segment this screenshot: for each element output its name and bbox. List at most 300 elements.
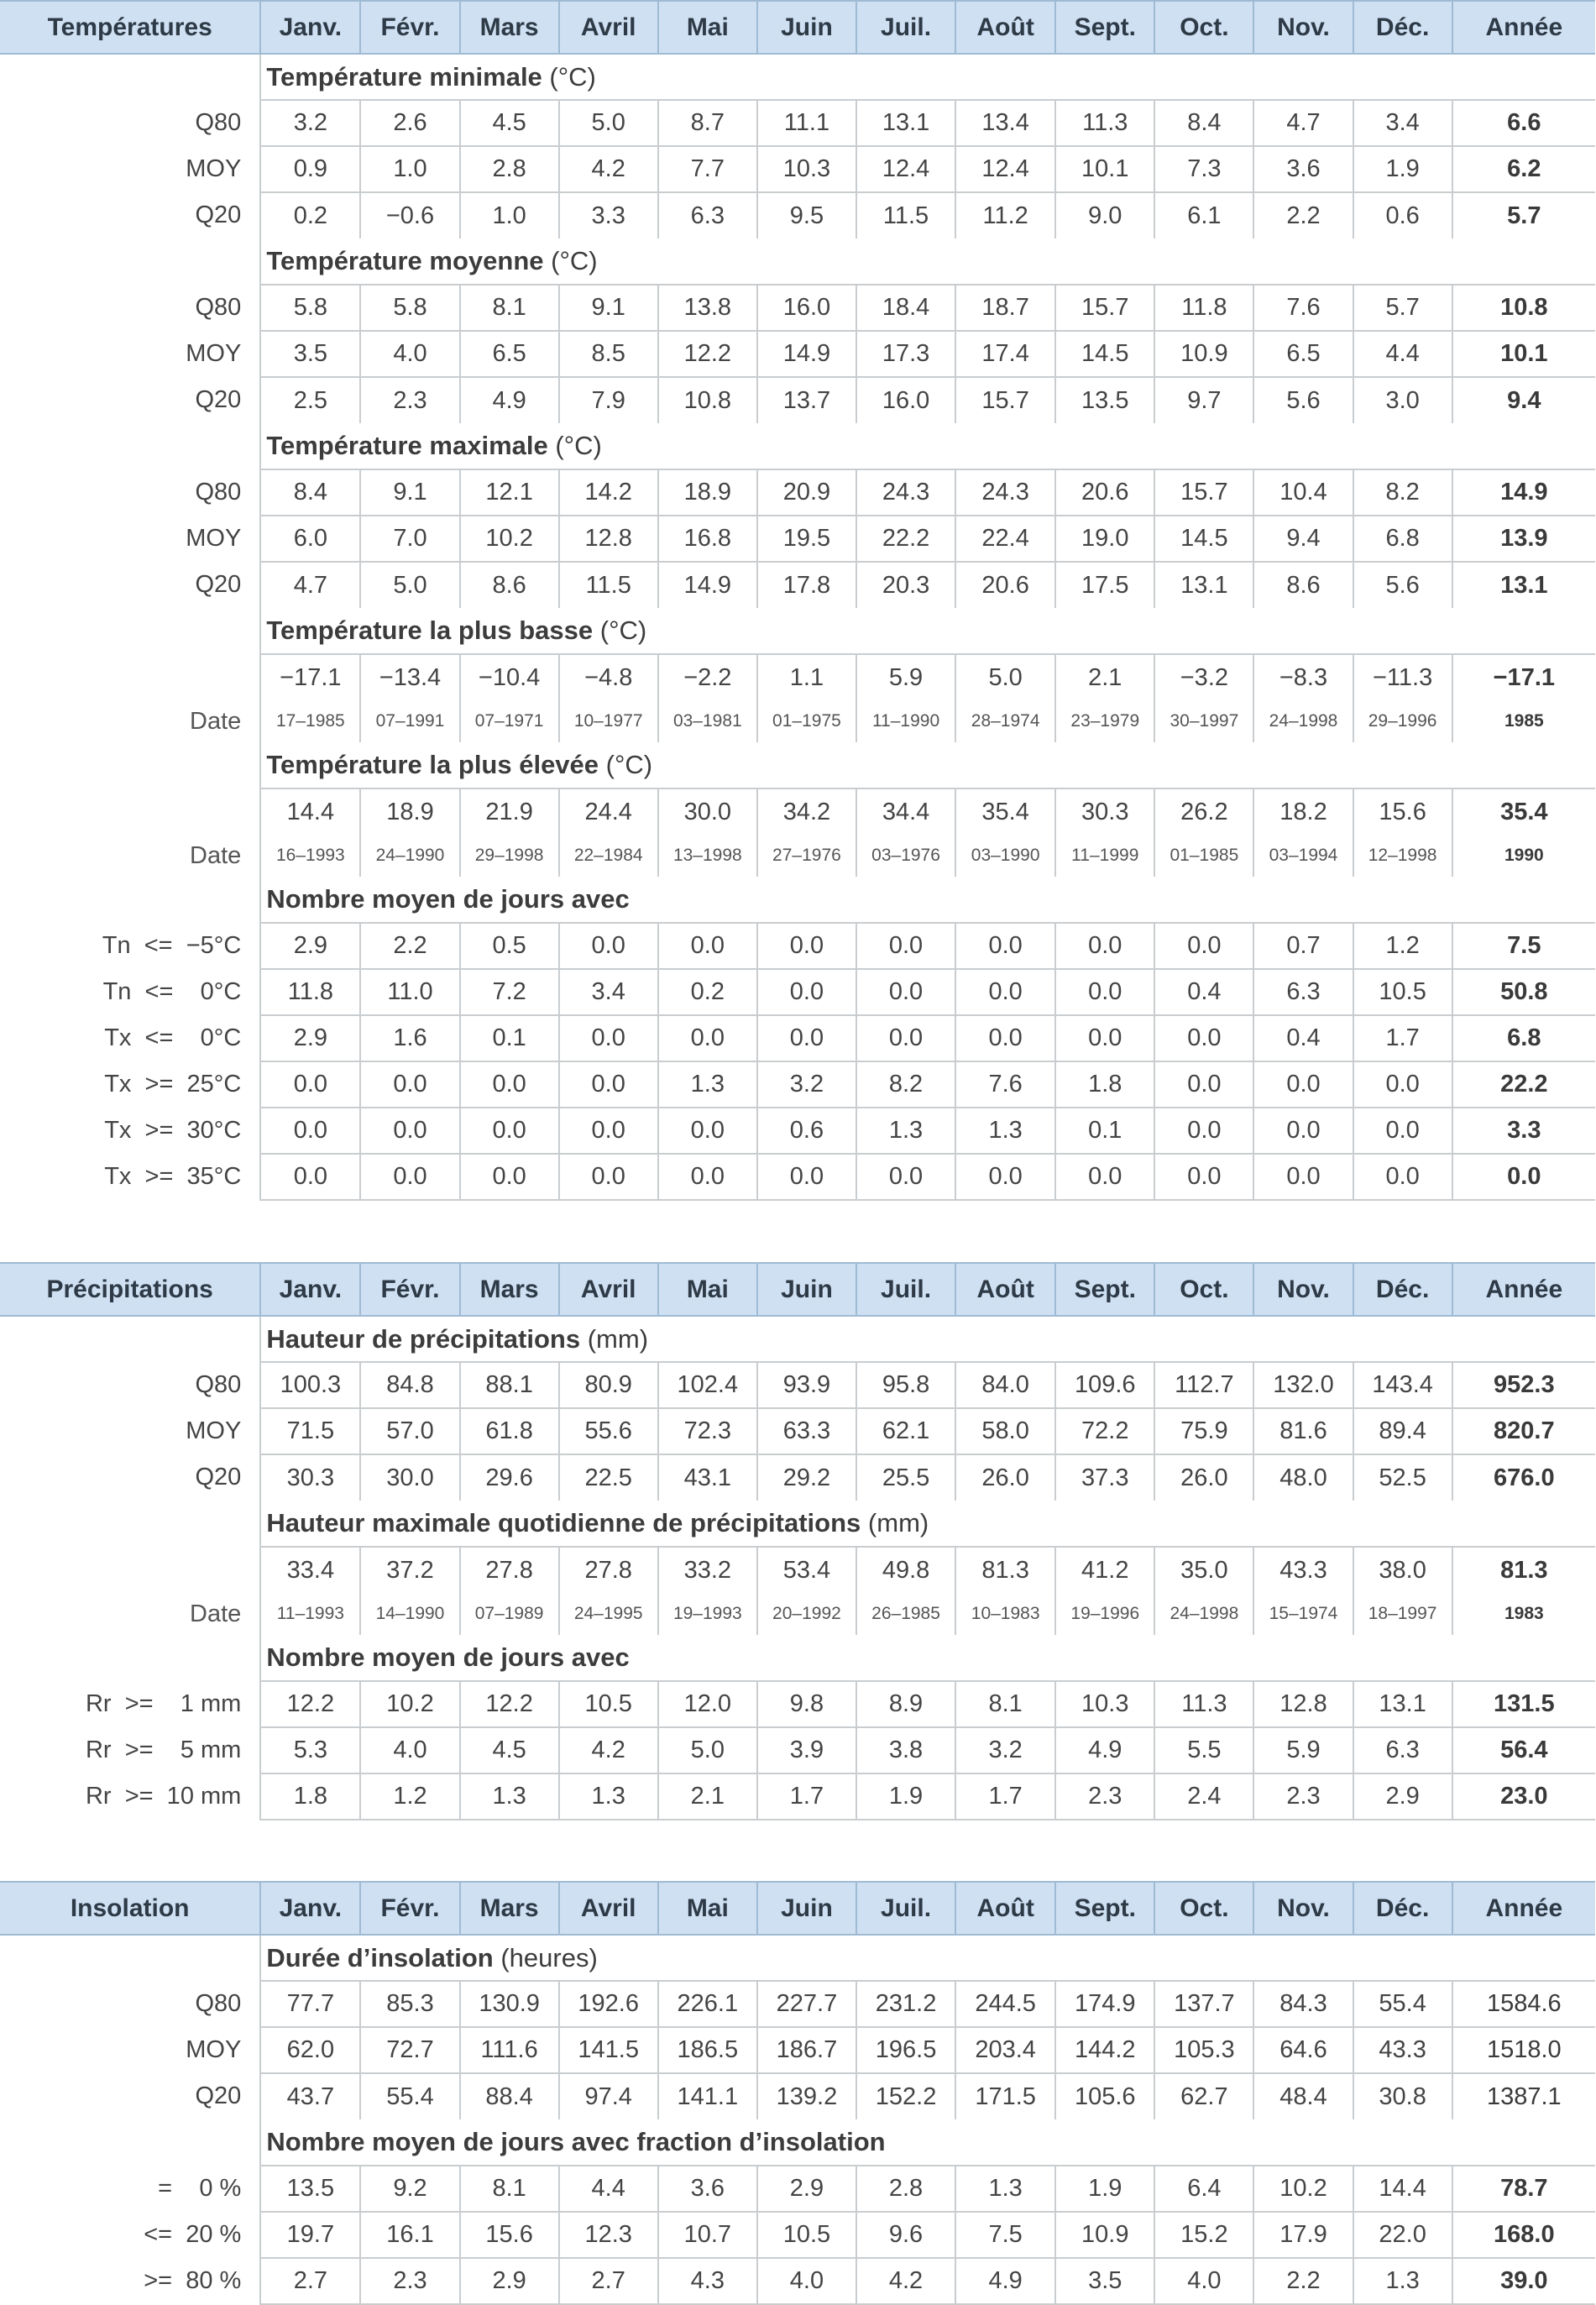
value-cell-jul: 17.3 — [856, 331, 955, 377]
section-title — [260, 423, 1595, 469]
value-cell-may: 2.1 — [658, 1773, 757, 1820]
section-spacer — [0, 2119, 260, 2166]
year-value-cell: 1990 — [1452, 835, 1595, 877]
value-cell-sep: 10.1 — [1055, 146, 1154, 192]
month-header-jun: Juin — [757, 1263, 856, 1316]
value-cell-nov: 03–1994 — [1253, 835, 1353, 877]
year-value-cell: 5.7 — [1452, 192, 1595, 238]
value-cell-jul: 25.5 — [856, 1454, 955, 1501]
value-cell-may: −2.2 — [658, 654, 757, 700]
value-cell-aug: 17.4 — [955, 331, 1055, 377]
value-cell-feb: 0.0 — [360, 1108, 459, 1154]
data-row — [0, 654, 1595, 700]
value-cell-aug: 7.5 — [955, 2212, 1055, 2258]
value-cell-sep: 2.1 — [1055, 654, 1154, 700]
value-cell-nov: 81.6 — [1253, 1408, 1353, 1454]
value-cell-feb: 84.8 — [360, 1362, 459, 1408]
section-title — [260, 1935, 1595, 1981]
value-cell-jun: 139.2 — [757, 2073, 856, 2119]
row-label: Tn <= 0°C — [102, 978, 242, 1005]
value-cell-apr: 4.4 — [559, 2166, 658, 2212]
value-cell-apr: 22–1984 — [559, 835, 658, 877]
section-title — [260, 238, 1595, 285]
value-cell-may: 6.3 — [658, 192, 757, 238]
value-cell-dec: 0.6 — [1353, 192, 1452, 238]
year-value-cell: 81.3 — [1452, 1547, 1595, 1593]
value-cell-jan: 13.5 — [260, 2166, 360, 2212]
month-header-aug: Août — [955, 1882, 1055, 1935]
value-cell-may: 12.2 — [658, 331, 757, 377]
month-header-jan: Janv. — [260, 1263, 360, 1316]
value-cell-nov: 8.6 — [1253, 562, 1353, 608]
month-header-jul: Juil. — [856, 1, 955, 54]
value-cell-jul: 26–1985 — [856, 1593, 955, 1635]
value-cell-may: 0.0 — [658, 923, 757, 969]
value-cell-nov: 18.2 — [1253, 788, 1353, 835]
value-cell-jan: 3.2 — [260, 100, 360, 146]
value-cell-apr: 4.2 — [559, 146, 658, 192]
value-cell-mar: 88.4 — [460, 2073, 559, 2119]
value-cell-nov: 0.0 — [1253, 1061, 1353, 1108]
value-cell-jul: 03–1976 — [856, 835, 955, 877]
value-cell-feb: 1.0 — [360, 146, 459, 192]
value-cell-sep: 41.2 — [1055, 1547, 1154, 1593]
row-label: Rr >= 5 mm — [85, 1737, 242, 1763]
value-cell-aug: 28–1974 — [955, 700, 1055, 742]
value-cell-jul: 196.5 — [856, 2027, 955, 2073]
section-title-text: Température la plus élevée — [266, 750, 599, 779]
value-cell-jun: 10.3 — [757, 146, 856, 192]
value-cell-jun: 01–1975 — [757, 700, 856, 742]
month-header-nov: Nov. — [1253, 1882, 1353, 1935]
data-row — [0, 469, 1595, 516]
value-cell-aug: 20.6 — [955, 562, 1055, 608]
value-cell-feb: 4.0 — [360, 331, 459, 377]
value-cell-jun: 4.0 — [757, 2258, 856, 2304]
data-row — [0, 2258, 1595, 2304]
month-header-mar: Mars — [460, 1, 559, 54]
month-header-dec: Déc. — [1353, 1882, 1452, 1935]
value-cell-aug: 10–1983 — [955, 1593, 1055, 1635]
value-cell-nov: 6.5 — [1253, 331, 1353, 377]
value-cell-jan: 4.7 — [260, 562, 360, 608]
value-cell-may: 3.6 — [658, 2166, 757, 2212]
value-cell-sep: 17.5 — [1055, 562, 1154, 608]
table-category-header: Insolation — [0, 1882, 260, 1935]
row-label: MOY — [186, 340, 242, 367]
value-cell-jan: 2.5 — [260, 377, 360, 423]
value-cell-mar: 1.0 — [460, 192, 559, 238]
data-row — [0, 192, 1595, 238]
value-cell-jan: 14.4 — [260, 788, 360, 835]
value-cell-oct: 62.7 — [1154, 2073, 1253, 2119]
value-cell-may: 13.8 — [658, 285, 757, 331]
value-cell-feb: 72.7 — [360, 2027, 459, 2073]
section-title-text: Nombre moyen de jours avec fraction d’insolation — [266, 2127, 886, 2156]
section-unit: (heures) — [500, 1942, 598, 1972]
value-cell-sep: 14.5 — [1055, 331, 1154, 377]
value-cell-oct: 0.4 — [1154, 969, 1253, 1015]
section-unit: (°C) — [599, 616, 647, 645]
value-cell-jan: 100.3 — [260, 1362, 360, 1408]
section-title — [260, 608, 1595, 654]
value-cell-jun: 3.9 — [757, 1727, 856, 1773]
data-row — [0, 1981, 1595, 2027]
value-cell-aug: 203.4 — [955, 2027, 1055, 2073]
value-cell-jun: 29.2 — [757, 1454, 856, 1501]
value-cell-apr: 97.4 — [559, 2073, 658, 2119]
value-cell-jun: 10.5 — [757, 2212, 856, 2258]
data-row — [0, 1154, 1595, 1200]
value-cell-dec: 30.8 — [1353, 2073, 1452, 2119]
value-cell-jun: 9.5 — [757, 192, 856, 238]
year-value-cell: 820.7 — [1452, 1408, 1595, 1454]
value-cell-mar: 2.8 — [460, 146, 559, 192]
value-cell-feb: 1.6 — [360, 1015, 459, 1061]
section-unit: (mm) — [587, 1323, 649, 1354]
value-cell-jan: 6.0 — [260, 516, 360, 562]
value-cell-mar: 12.2 — [460, 1681, 559, 1727]
date-row — [0, 1593, 1595, 1635]
value-cell-nov: 2.2 — [1253, 192, 1353, 238]
value-cell-sep: 30.3 — [1055, 788, 1154, 835]
date-row — [0, 835, 1595, 877]
value-cell-jul: 8.2 — [856, 1061, 955, 1108]
month-header-jan: Janv. — [260, 1882, 360, 1935]
value-cell-oct: 10.9 — [1154, 331, 1253, 377]
value-cell-jul: 5.9 — [856, 654, 955, 700]
value-cell-nov: 3.6 — [1253, 146, 1353, 192]
value-cell-jun: 27–1976 — [757, 835, 856, 877]
value-cell-may: 18.9 — [658, 469, 757, 516]
value-cell-jul: 11.5 — [856, 192, 955, 238]
value-cell-jan: 2.7 — [260, 2258, 360, 2304]
row-label: MOY — [186, 155, 242, 182]
value-cell-oct: 24–1998 — [1154, 1593, 1253, 1635]
value-cell-apr: 0.0 — [559, 1061, 658, 1108]
value-cell-dec: 1.7 — [1353, 1015, 1452, 1061]
value-cell-oct: 137.7 — [1154, 1981, 1253, 2027]
value-cell-aug: 26.0 — [955, 1454, 1055, 1501]
value-cell-dec: 3.4 — [1353, 100, 1452, 146]
value-cell-jan: 19.7 — [260, 2212, 360, 2258]
value-cell-dec: 10.5 — [1353, 969, 1452, 1015]
value-cell-may: 14.9 — [658, 562, 757, 608]
value-cell-may: 7.7 — [658, 146, 757, 192]
value-cell-apr: 10–1977 — [559, 700, 658, 742]
value-cell-aug: 1.3 — [955, 2166, 1055, 2212]
value-cell-apr: 9.1 — [559, 285, 658, 331]
value-cell-jul: 9.6 — [856, 2212, 955, 2258]
row-label: Q20 — [195, 2082, 242, 2109]
value-cell-dec: 1.3 — [1353, 2258, 1452, 2304]
data-row — [0, 1681, 1595, 1727]
value-cell-apr: 0.0 — [559, 1015, 658, 1061]
value-cell-jul: 0.0 — [856, 923, 955, 969]
value-cell-nov: 0.0 — [1253, 1108, 1353, 1154]
year-value-cell: 14.9 — [1452, 469, 1595, 516]
value-cell-sep: 109.6 — [1055, 1362, 1154, 1408]
value-cell-aug: 11.2 — [955, 192, 1055, 238]
data-row — [0, 1015, 1595, 1061]
value-cell-jun: 14.9 — [757, 331, 856, 377]
year-value-cell: 131.5 — [1452, 1681, 1595, 1727]
value-cell-nov: 2.2 — [1253, 2258, 1353, 2304]
table-header-row — [0, 1, 1595, 54]
month-header-oct: Oct. — [1154, 1263, 1253, 1316]
value-cell-oct: 9.7 — [1154, 377, 1253, 423]
value-cell-sep: 10.9 — [1055, 2212, 1154, 2258]
value-cell-oct: 0.0 — [1154, 923, 1253, 969]
value-cell-oct: −3.2 — [1154, 654, 1253, 700]
value-cell-may: 102.4 — [658, 1362, 757, 1408]
value-cell-feb: 2.3 — [360, 2258, 459, 2304]
value-cell-apr: 24.4 — [559, 788, 658, 835]
value-cell-jun: 63.3 — [757, 1408, 856, 1454]
value-cell-mar: 07–1989 — [460, 1593, 559, 1635]
section-title-row — [0, 2119, 1595, 2166]
value-cell-jan: 16–1993 — [260, 835, 360, 877]
value-cell-nov: 48.4 — [1253, 2073, 1353, 2119]
row-label — [0, 654, 260, 700]
section-unit: (mm) — [867, 1508, 929, 1538]
value-cell-jul: 16.0 — [856, 377, 955, 423]
data-row — [0, 2166, 1595, 2212]
year-value-cell: 1518.0 — [1452, 2027, 1595, 2073]
value-cell-feb: 30.0 — [360, 1454, 459, 1501]
data-row — [0, 1362, 1595, 1408]
month-header-jun: Juin — [757, 1, 856, 54]
row-label: Q20 — [195, 571, 242, 598]
row-label — [0, 788, 260, 835]
value-cell-mar: 0.1 — [460, 1015, 559, 1061]
value-cell-jul: 18.4 — [856, 285, 955, 331]
value-cell-feb: 2.2 — [360, 923, 459, 969]
value-cell-dec: 6.8 — [1353, 516, 1452, 562]
value-cell-feb: 2.6 — [360, 100, 459, 146]
value-cell-mar: 8.6 — [460, 562, 559, 608]
value-cell-jan: 0.0 — [260, 1061, 360, 1108]
value-cell-may: 186.5 — [658, 2027, 757, 2073]
value-cell-feb: 85.3 — [360, 1981, 459, 2027]
year-value-cell: 7.5 — [1452, 923, 1595, 969]
row-label: Q20 — [195, 1464, 242, 1490]
value-cell-feb: 57.0 — [360, 1408, 459, 1454]
section-title-text: Hauteur de précipitations — [266, 1323, 581, 1354]
value-cell-oct: 26.0 — [1154, 1454, 1253, 1501]
value-cell-mar: 0.5 — [460, 923, 559, 969]
value-cell-apr: 0.0 — [559, 923, 658, 969]
row-label: Q80 — [195, 1990, 242, 2017]
value-cell-sep: 1.9 — [1055, 2166, 1154, 2212]
value-cell-dec: 5.6 — [1353, 562, 1452, 608]
row-label: Q20 — [195, 386, 242, 413]
month-header-feb: Févr. — [360, 1, 459, 54]
value-cell-oct: 11.8 — [1154, 285, 1253, 331]
value-cell-may: 33.2 — [658, 1547, 757, 1593]
value-cell-oct: 6.4 — [1154, 2166, 1253, 2212]
section-title-text: Nombre moyen de jours avec — [266, 884, 630, 914]
value-cell-jul: 8.9 — [856, 1681, 955, 1727]
value-cell-nov: 7.6 — [1253, 285, 1353, 331]
value-cell-jan: 17–1985 — [260, 700, 360, 742]
value-cell-nov: 5.9 — [1253, 1727, 1353, 1773]
month-header-apr: Avril — [559, 1, 658, 54]
value-cell-mar: 61.8 — [460, 1408, 559, 1454]
value-cell-dec: −11.3 — [1353, 654, 1452, 700]
value-cell-jan: 2.9 — [260, 923, 360, 969]
month-header-nov: Nov. — [1253, 1, 1353, 54]
row-label: Rr >= 10 mm — [85, 1783, 242, 1810]
year-value-cell: 56.4 — [1452, 1727, 1595, 1773]
value-cell-sep: 15.7 — [1055, 285, 1154, 331]
value-cell-jul: 152.2 — [856, 2073, 955, 2119]
value-cell-sep: 13.5 — [1055, 377, 1154, 423]
value-cell-aug: 5.0 — [955, 654, 1055, 700]
data-row — [0, 923, 1595, 969]
value-cell-jul: 1.3 — [856, 1108, 955, 1154]
value-cell-sep: 2.3 — [1055, 1773, 1154, 1820]
value-cell-aug: 12.4 — [955, 146, 1055, 192]
value-cell-oct: 11.3 — [1154, 1681, 1253, 1727]
value-cell-jan: 71.5 — [260, 1408, 360, 1454]
year-value-cell: 13.9 — [1452, 516, 1595, 562]
value-cell-sep: 105.6 — [1055, 2073, 1154, 2119]
value-cell-oct: 0.0 — [1154, 1061, 1253, 1108]
value-cell-jun: 11.1 — [757, 100, 856, 146]
value-cell-feb: −0.6 — [360, 192, 459, 238]
value-cell-jun: 17.8 — [757, 562, 856, 608]
value-cell-jun: 19.5 — [757, 516, 856, 562]
month-header-aug: Août — [955, 1, 1055, 54]
value-cell-feb: 0.0 — [360, 1061, 459, 1108]
year-value-cell: 39.0 — [1452, 2258, 1595, 2304]
data-row — [0, 1727, 1595, 1773]
value-cell-may: 4.3 — [658, 2258, 757, 2304]
value-cell-sep: 4.9 — [1055, 1727, 1154, 1773]
value-cell-feb: 2.3 — [360, 377, 459, 423]
value-cell-may: 19–1993 — [658, 1593, 757, 1635]
value-cell-jan: 0.0 — [260, 1108, 360, 1154]
row-label: Rr >= 1 mm — [85, 1690, 242, 1717]
section-spacer — [0, 608, 260, 654]
value-cell-may: 226.1 — [658, 1981, 757, 2027]
year-value-cell: 78.7 — [1452, 2166, 1595, 2212]
value-cell-may: 30.0 — [658, 788, 757, 835]
section-title-row — [0, 1635, 1595, 1681]
table-category-header: Précipitations — [0, 1263, 260, 1316]
value-cell-feb: 0.0 — [360, 1154, 459, 1200]
value-cell-feb: 4.0 — [360, 1727, 459, 1773]
row-label: MOY — [186, 525, 242, 552]
data-row — [0, 1773, 1595, 1820]
section-spacer — [0, 742, 260, 788]
month-header-apr: Avril — [559, 1882, 658, 1935]
section-title-row — [0, 1316, 1595, 1362]
value-cell-jul: 0.0 — [856, 969, 955, 1015]
value-cell-jun: 93.9 — [757, 1362, 856, 1408]
value-cell-oct: 5.5 — [1154, 1727, 1253, 1773]
value-cell-nov: 64.6 — [1253, 2027, 1353, 2073]
value-cell-dec: 12–1998 — [1353, 835, 1452, 877]
month-header-sep: Sept. — [1055, 1882, 1154, 1935]
value-cell-jun: 0.0 — [757, 1154, 856, 1200]
value-cell-mar: 1.3 — [460, 1773, 559, 1820]
value-cell-sep: 20.6 — [1055, 469, 1154, 516]
value-cell-jan: 33.4 — [260, 1547, 360, 1593]
year-value-cell: 9.4 — [1452, 377, 1595, 423]
value-cell-oct: 6.1 — [1154, 192, 1253, 238]
row-label: Q80 — [195, 1371, 242, 1398]
value-cell-oct: 0.0 — [1154, 1015, 1253, 1061]
value-cell-aug: 15.7 — [955, 377, 1055, 423]
value-cell-jan: 8.4 — [260, 469, 360, 516]
value-cell-jun: 1.7 — [757, 1773, 856, 1820]
value-cell-dec: 1.9 — [1353, 146, 1452, 192]
year-value-cell: 952.3 — [1452, 1362, 1595, 1408]
value-cell-jul: 0.0 — [856, 1154, 955, 1200]
value-cell-jan: 0.2 — [260, 192, 360, 238]
value-cell-feb: 9.2 — [360, 2166, 459, 2212]
value-cell-apr: 55.6 — [559, 1408, 658, 1454]
row-label: = 0 % — [158, 2175, 242, 2202]
year-header: Année — [1452, 1263, 1595, 1316]
value-cell-feb: 5.8 — [360, 285, 459, 331]
section-title-text: Hauteur maximale quotidienne de précipitations — [266, 1508, 861, 1538]
value-cell-apr: 192.6 — [559, 1981, 658, 2027]
value-cell-aug: 03–1990 — [955, 835, 1055, 877]
month-header-jan: Janv. — [260, 1, 360, 54]
year-value-cell: 1983 — [1452, 1593, 1595, 1635]
value-cell-sep: 0.0 — [1055, 923, 1154, 969]
section-spacer — [0, 1635, 260, 1681]
value-cell-may: 03–1981 — [658, 700, 757, 742]
value-cell-jul: 0.0 — [856, 1015, 955, 1061]
section-title-text: Température la plus basse — [266, 616, 594, 645]
value-cell-jul: 3.8 — [856, 1727, 955, 1773]
value-cell-sep: 0.0 — [1055, 1154, 1154, 1200]
data-row — [0, 969, 1595, 1015]
value-cell-jan: −17.1 — [260, 654, 360, 700]
data-row — [0, 100, 1595, 146]
value-cell-jun: 227.7 — [757, 1981, 856, 2027]
row-label — [0, 1547, 260, 1593]
value-cell-may: 13–1998 — [658, 835, 757, 877]
value-cell-apr: 24–1995 — [559, 1593, 658, 1635]
value-cell-nov: 10.2 — [1253, 2166, 1353, 2212]
table-header-row — [0, 1263, 1595, 1316]
data-row — [0, 2027, 1595, 2073]
value-cell-sep: 72.2 — [1055, 1408, 1154, 1454]
value-cell-dec: 55.4 — [1353, 1981, 1452, 2027]
year-value-cell: 22.2 — [1452, 1061, 1595, 1108]
year-value-cell: −17.1 — [1452, 654, 1595, 700]
value-cell-mar: 10.2 — [460, 516, 559, 562]
section-title-row — [0, 54, 1595, 100]
value-cell-jan: 62.0 — [260, 2027, 360, 2073]
value-cell-mar: −10.4 — [460, 654, 559, 700]
value-cell-aug: 171.5 — [955, 2073, 1055, 2119]
month-header-nov: Nov. — [1253, 1263, 1353, 1316]
value-cell-apr: 2.7 — [559, 2258, 658, 2304]
month-header-dec: Déc. — [1353, 1263, 1452, 1316]
value-cell-dec: 2.9 — [1353, 1773, 1452, 1820]
climate-table-2 — [0, 1881, 1595, 2305]
value-cell-jan: 77.7 — [260, 1981, 360, 2027]
value-cell-oct: 105.3 — [1154, 2027, 1253, 2073]
value-cell-apr: 12.3 — [559, 2212, 658, 2258]
value-cell-jan: 5.8 — [260, 285, 360, 331]
